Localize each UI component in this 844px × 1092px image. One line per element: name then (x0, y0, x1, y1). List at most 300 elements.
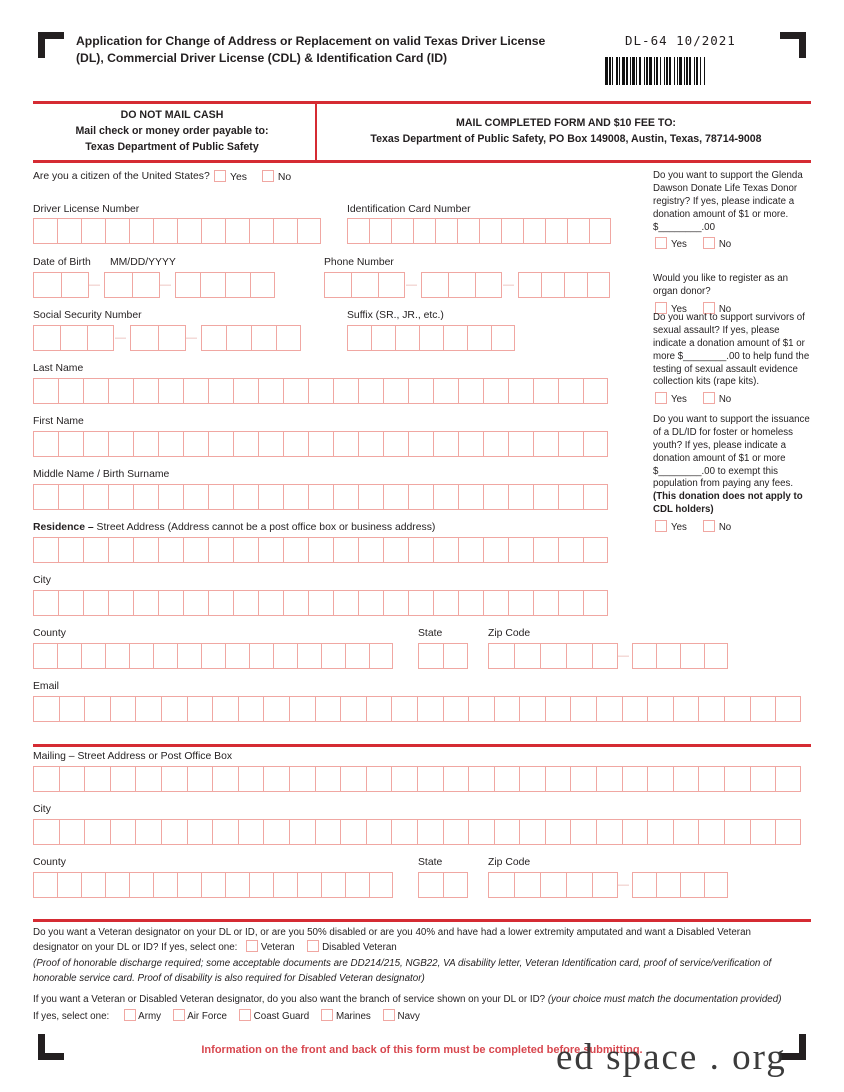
char-box[interactable] (33, 484, 58, 510)
char-box[interactable] (358, 484, 383, 510)
char-box[interactable] (177, 643, 201, 669)
char-box[interactable] (417, 766, 443, 792)
char-box[interactable] (583, 484, 608, 510)
char-box[interactable] (158, 484, 183, 510)
char-box[interactable] (187, 766, 213, 792)
char-box[interactable] (383, 484, 408, 510)
char-box[interactable] (258, 484, 283, 510)
char-box[interactable] (61, 272, 89, 298)
char-box[interactable] (468, 696, 494, 722)
char-box[interactable] (518, 272, 541, 298)
char-box[interactable] (347, 325, 371, 351)
char-box[interactable] (135, 819, 161, 845)
char-box[interactable] (308, 484, 333, 510)
char-box[interactable] (443, 696, 469, 722)
char-box[interactable] (545, 766, 571, 792)
sexual-assault-no-checkbox[interactable] (703, 392, 715, 404)
char-box[interactable] (583, 431, 608, 457)
char-box[interactable] (59, 766, 85, 792)
char-box[interactable] (133, 431, 158, 457)
char-box[interactable] (283, 484, 308, 510)
char-box[interactable] (724, 766, 750, 792)
char-box[interactable] (371, 325, 395, 351)
residence-county-input[interactable] (33, 643, 393, 669)
char-box[interactable] (87, 325, 114, 351)
char-box[interactable] (647, 766, 673, 792)
char-box[interactable] (596, 766, 622, 792)
char-box[interactable] (673, 819, 699, 845)
char-box[interactable] (104, 272, 132, 298)
char-box[interactable] (673, 696, 699, 722)
char-box[interactable] (750, 819, 776, 845)
char-box[interactable] (258, 537, 283, 563)
char-box[interactable] (351, 272, 378, 298)
branch-army-checkbox[interactable] (124, 1009, 136, 1021)
char-box[interactable] (233, 431, 258, 457)
citizenship-options[interactable] (214, 170, 303, 183)
char-box[interactable] (58, 537, 83, 563)
char-box[interactable] (443, 643, 468, 669)
char-box[interactable] (283, 378, 308, 404)
char-box[interactable] (541, 272, 564, 298)
char-box[interactable] (225, 643, 249, 669)
char-box[interactable] (540, 643, 566, 669)
driver-license-number-input[interactable] (33, 218, 321, 244)
char-box[interactable] (249, 872, 273, 898)
char-box[interactable] (183, 431, 208, 457)
char-box[interactable] (458, 378, 483, 404)
char-box[interactable] (443, 872, 468, 898)
char-box[interactable] (133, 590, 158, 616)
char-box[interactable] (704, 643, 728, 669)
char-box[interactable] (83, 484, 108, 510)
foster-youth-yes-checkbox[interactable] (655, 520, 667, 532)
ssn-part1-input[interactable] (33, 325, 114, 351)
char-box[interactable] (508, 537, 533, 563)
char-box[interactable] (233, 537, 258, 563)
date-of-birth-day-input[interactable] (104, 272, 160, 298)
char-box[interactable] (448, 272, 475, 298)
char-box[interactable] (59, 819, 85, 845)
char-box[interactable] (84, 696, 110, 722)
mailing-zip4-input[interactable] (632, 872, 728, 898)
char-box[interactable] (408, 537, 433, 563)
char-box[interactable] (750, 766, 776, 792)
char-box[interactable] (570, 766, 596, 792)
char-box[interactable] (533, 537, 558, 563)
char-box[interactable] (212, 766, 238, 792)
char-box[interactable] (592, 872, 618, 898)
char-box[interactable] (750, 696, 776, 722)
char-box[interactable] (57, 218, 81, 244)
char-box[interactable] (483, 431, 508, 457)
donor-registry-no-checkbox[interactable] (703, 237, 715, 249)
char-box[interactable] (523, 218, 545, 244)
char-box[interactable] (183, 484, 208, 510)
char-box[interactable] (33, 325, 60, 351)
char-box[interactable] (775, 819, 801, 845)
char-box[interactable] (105, 643, 129, 669)
char-box[interactable] (81, 218, 105, 244)
char-box[interactable] (110, 819, 136, 845)
char-box[interactable] (433, 537, 458, 563)
char-box[interactable] (324, 272, 351, 298)
char-box[interactable] (133, 537, 158, 563)
char-box[interactable] (225, 272, 250, 298)
char-box[interactable] (200, 272, 225, 298)
char-box[interactable] (433, 378, 458, 404)
char-box[interactable] (417, 696, 443, 722)
char-box[interactable] (775, 766, 801, 792)
char-box[interactable] (183, 590, 208, 616)
char-box[interactable] (491, 325, 515, 351)
char-box[interactable] (347, 218, 369, 244)
phone-area-code-input[interactable] (324, 272, 405, 298)
char-box[interactable] (153, 643, 177, 669)
char-box[interactable] (468, 819, 494, 845)
char-box[interactable] (83, 431, 108, 457)
char-box[interactable] (519, 819, 545, 845)
char-box[interactable] (129, 218, 153, 244)
char-box[interactable] (566, 643, 592, 669)
char-box[interactable] (358, 431, 383, 457)
char-box[interactable] (596, 696, 622, 722)
char-box[interactable] (443, 325, 467, 351)
char-box[interactable] (458, 484, 483, 510)
donor-registry-yes-checkbox[interactable] (655, 237, 667, 249)
char-box[interactable] (647, 696, 673, 722)
char-box[interactable] (494, 819, 520, 845)
char-box[interactable] (81, 643, 105, 669)
mailing-county-input[interactable] (33, 872, 393, 898)
char-box[interactable] (457, 218, 479, 244)
char-box[interactable] (340, 819, 366, 845)
char-box[interactable] (632, 872, 656, 898)
char-box[interactable] (698, 819, 724, 845)
char-box[interactable] (297, 872, 321, 898)
donor-registry-options[interactable] (653, 237, 811, 252)
char-box[interactable] (391, 218, 413, 244)
char-box[interactable] (433, 431, 458, 457)
char-box[interactable] (418, 643, 443, 669)
char-box[interactable] (33, 431, 58, 457)
char-box[interactable] (208, 590, 233, 616)
ssn-part3-input[interactable] (201, 325, 301, 351)
char-box[interactable] (622, 819, 648, 845)
char-box[interactable] (458, 590, 483, 616)
mailing-zip5-input[interactable] (488, 872, 618, 898)
char-box[interactable] (408, 590, 433, 616)
char-box[interactable] (249, 643, 273, 669)
char-box[interactable] (177, 218, 201, 244)
char-box[interactable] (488, 643, 514, 669)
char-box[interactable] (698, 696, 724, 722)
char-box[interactable] (183, 378, 208, 404)
char-box[interactable] (647, 819, 673, 845)
branch-navy-checkbox[interactable] (383, 1009, 395, 1021)
char-box[interactable] (83, 378, 108, 404)
char-box[interactable] (583, 378, 608, 404)
char-box[interactable] (558, 484, 583, 510)
char-box[interactable] (566, 872, 592, 898)
char-box[interactable] (540, 872, 566, 898)
char-box[interactable] (158, 537, 183, 563)
char-box[interactable] (545, 218, 567, 244)
char-box[interactable] (369, 872, 393, 898)
char-box[interactable] (443, 766, 469, 792)
middle-name-input[interactable] (33, 484, 608, 510)
char-box[interactable] (289, 696, 315, 722)
char-box[interactable] (417, 819, 443, 845)
char-box[interactable] (84, 766, 110, 792)
char-box[interactable] (458, 537, 483, 563)
char-box[interactable] (467, 325, 491, 351)
char-box[interactable] (263, 819, 289, 845)
char-box[interactable] (514, 872, 540, 898)
char-box[interactable] (226, 325, 251, 351)
branch-air-force-checkbox[interactable] (173, 1009, 185, 1021)
char-box[interactable] (297, 643, 321, 669)
email-input[interactable] (33, 696, 801, 722)
ssn-part2-input[interactable] (130, 325, 186, 351)
char-box[interactable] (592, 643, 618, 669)
char-box[interactable] (558, 590, 583, 616)
char-box[interactable] (558, 378, 583, 404)
char-box[interactable] (483, 590, 508, 616)
char-box[interactable] (358, 590, 383, 616)
char-box[interactable] (208, 431, 233, 457)
char-box[interactable] (433, 590, 458, 616)
char-box[interactable] (383, 537, 408, 563)
char-box[interactable] (333, 590, 358, 616)
char-box[interactable] (533, 378, 558, 404)
char-box[interactable] (321, 872, 345, 898)
char-box[interactable] (183, 537, 208, 563)
char-box[interactable] (564, 272, 587, 298)
char-box[interactable] (366, 766, 392, 792)
char-box[interactable] (225, 218, 249, 244)
char-box[interactable] (308, 537, 333, 563)
first-name-input[interactable] (33, 431, 608, 457)
identification-card-number-input[interactable] (347, 218, 611, 244)
char-box[interactable] (391, 696, 417, 722)
char-box[interactable] (419, 325, 443, 351)
char-box[interactable] (622, 766, 648, 792)
char-box[interactable] (508, 484, 533, 510)
char-box[interactable] (84, 819, 110, 845)
phone-line-input[interactable] (518, 272, 610, 298)
char-box[interactable] (58, 431, 83, 457)
char-box[interactable] (135, 696, 161, 722)
char-box[interactable] (673, 766, 699, 792)
disabled-veteran-checkbox[interactable] (307, 940, 319, 952)
char-box[interactable] (283, 431, 308, 457)
branch-coast-guard-checkbox[interactable] (239, 1009, 251, 1021)
branch-marines-checkbox[interactable] (321, 1009, 333, 1021)
mailing-state-input[interactable] (418, 872, 468, 898)
residence-city-input[interactable] (33, 590, 608, 616)
residence-zip4-input[interactable] (632, 643, 728, 669)
char-box[interactable] (58, 590, 83, 616)
citizenship-yes-checkbox[interactable] (214, 170, 226, 182)
char-box[interactable] (583, 590, 608, 616)
char-box[interactable] (297, 218, 321, 244)
char-box[interactable] (83, 537, 108, 563)
char-box[interactable] (383, 431, 408, 457)
char-box[interactable] (391, 766, 417, 792)
char-box[interactable] (408, 484, 433, 510)
char-box[interactable] (33, 537, 58, 563)
char-box[interactable] (105, 218, 129, 244)
char-box[interactable] (333, 484, 358, 510)
char-box[interactable] (358, 378, 383, 404)
char-box[interactable] (514, 643, 540, 669)
char-box[interactable] (775, 696, 801, 722)
char-box[interactable] (153, 872, 177, 898)
char-box[interactable] (289, 766, 315, 792)
char-box[interactable] (508, 378, 533, 404)
sexual-assault-options[interactable] (653, 392, 811, 407)
residence-zip5-input[interactable] (488, 643, 618, 669)
char-box[interactable] (129, 872, 153, 898)
veteran-checkbox[interactable] (246, 940, 258, 952)
char-box[interactable] (177, 872, 201, 898)
char-box[interactable] (161, 766, 187, 792)
char-box[interactable] (321, 643, 345, 669)
char-box[interactable] (315, 766, 341, 792)
char-box[interactable] (545, 819, 571, 845)
veteran-branch-options[interactable] (33, 1009, 811, 1024)
char-box[interactable] (587, 272, 610, 298)
char-box[interactable] (383, 378, 408, 404)
char-box[interactable] (201, 872, 225, 898)
char-box[interactable] (132, 272, 160, 298)
char-box[interactable] (59, 696, 85, 722)
char-box[interactable] (233, 378, 258, 404)
char-box[interactable] (583, 537, 608, 563)
char-box[interactable] (201, 325, 226, 351)
char-box[interactable] (345, 643, 369, 669)
char-box[interactable] (333, 537, 358, 563)
char-box[interactable] (208, 484, 233, 510)
char-box[interactable] (158, 325, 186, 351)
char-box[interactable] (680, 643, 704, 669)
char-box[interactable] (656, 643, 680, 669)
char-box[interactable] (494, 766, 520, 792)
last-name-input[interactable] (33, 378, 608, 404)
char-box[interactable] (533, 484, 558, 510)
char-box[interactable] (57, 872, 81, 898)
char-box[interactable] (225, 872, 249, 898)
char-box[interactable] (369, 218, 391, 244)
char-box[interactable] (273, 643, 297, 669)
char-box[interactable] (589, 218, 611, 244)
foster-youth-no-checkbox[interactable] (703, 520, 715, 532)
char-box[interactable] (483, 537, 508, 563)
char-box[interactable] (110, 766, 136, 792)
char-box[interactable] (263, 696, 289, 722)
char-box[interactable] (501, 218, 523, 244)
char-box[interactable] (233, 484, 258, 510)
char-box[interactable] (263, 766, 289, 792)
char-box[interactable] (108, 378, 133, 404)
char-box[interactable] (567, 218, 589, 244)
char-box[interactable] (105, 872, 129, 898)
mailing-street-input[interactable] (33, 766, 801, 792)
char-box[interactable] (366, 819, 392, 845)
char-box[interactable] (533, 590, 558, 616)
char-box[interactable] (345, 872, 369, 898)
char-box[interactable] (308, 590, 333, 616)
char-box[interactable] (333, 378, 358, 404)
char-box[interactable] (468, 766, 494, 792)
char-box[interactable] (340, 696, 366, 722)
residence-state-input[interactable] (418, 643, 468, 669)
char-box[interactable] (60, 325, 87, 351)
char-box[interactable] (533, 431, 558, 457)
char-box[interactable] (283, 590, 308, 616)
foster-youth-options[interactable] (653, 520, 811, 535)
char-box[interactable] (233, 590, 258, 616)
char-box[interactable] (201, 643, 225, 669)
char-box[interactable] (238, 819, 264, 845)
char-box[interactable] (308, 431, 333, 457)
char-box[interactable] (33, 643, 57, 669)
char-box[interactable] (161, 819, 187, 845)
char-box[interactable] (58, 484, 83, 510)
char-box[interactable] (570, 819, 596, 845)
char-box[interactable] (488, 872, 514, 898)
char-box[interactable] (133, 378, 158, 404)
char-box[interactable] (656, 872, 680, 898)
char-box[interactable] (680, 872, 704, 898)
char-box[interactable] (249, 218, 273, 244)
char-box[interactable] (33, 272, 61, 298)
char-box[interactable] (340, 766, 366, 792)
char-box[interactable] (519, 766, 545, 792)
char-box[interactable] (383, 590, 408, 616)
char-box[interactable] (153, 218, 177, 244)
char-box[interactable] (570, 696, 596, 722)
char-box[interactable] (33, 766, 59, 792)
char-box[interactable] (378, 272, 405, 298)
char-box[interactable] (133, 484, 158, 510)
char-box[interactable] (315, 819, 341, 845)
char-box[interactable] (158, 590, 183, 616)
date-of-birth-year-input[interactable] (175, 272, 275, 298)
char-box[interactable] (258, 431, 283, 457)
char-box[interactable] (108, 590, 133, 616)
char-box[interactable] (483, 378, 508, 404)
char-box[interactable] (443, 819, 469, 845)
char-box[interactable] (108, 537, 133, 563)
char-box[interactable] (283, 537, 308, 563)
char-box[interactable] (558, 537, 583, 563)
char-box[interactable] (433, 484, 458, 510)
date-of-birth-month-input[interactable] (33, 272, 89, 298)
char-box[interactable] (110, 696, 136, 722)
char-box[interactable] (395, 325, 419, 351)
char-box[interactable] (558, 431, 583, 457)
char-box[interactable] (108, 431, 133, 457)
suffix-input[interactable] (347, 325, 515, 351)
char-box[interactable] (33, 378, 58, 404)
char-box[interactable] (208, 537, 233, 563)
citizenship-no-checkbox[interactable] (262, 170, 274, 182)
char-box[interactable] (238, 696, 264, 722)
char-box[interactable] (33, 872, 57, 898)
char-box[interactable] (704, 872, 728, 898)
